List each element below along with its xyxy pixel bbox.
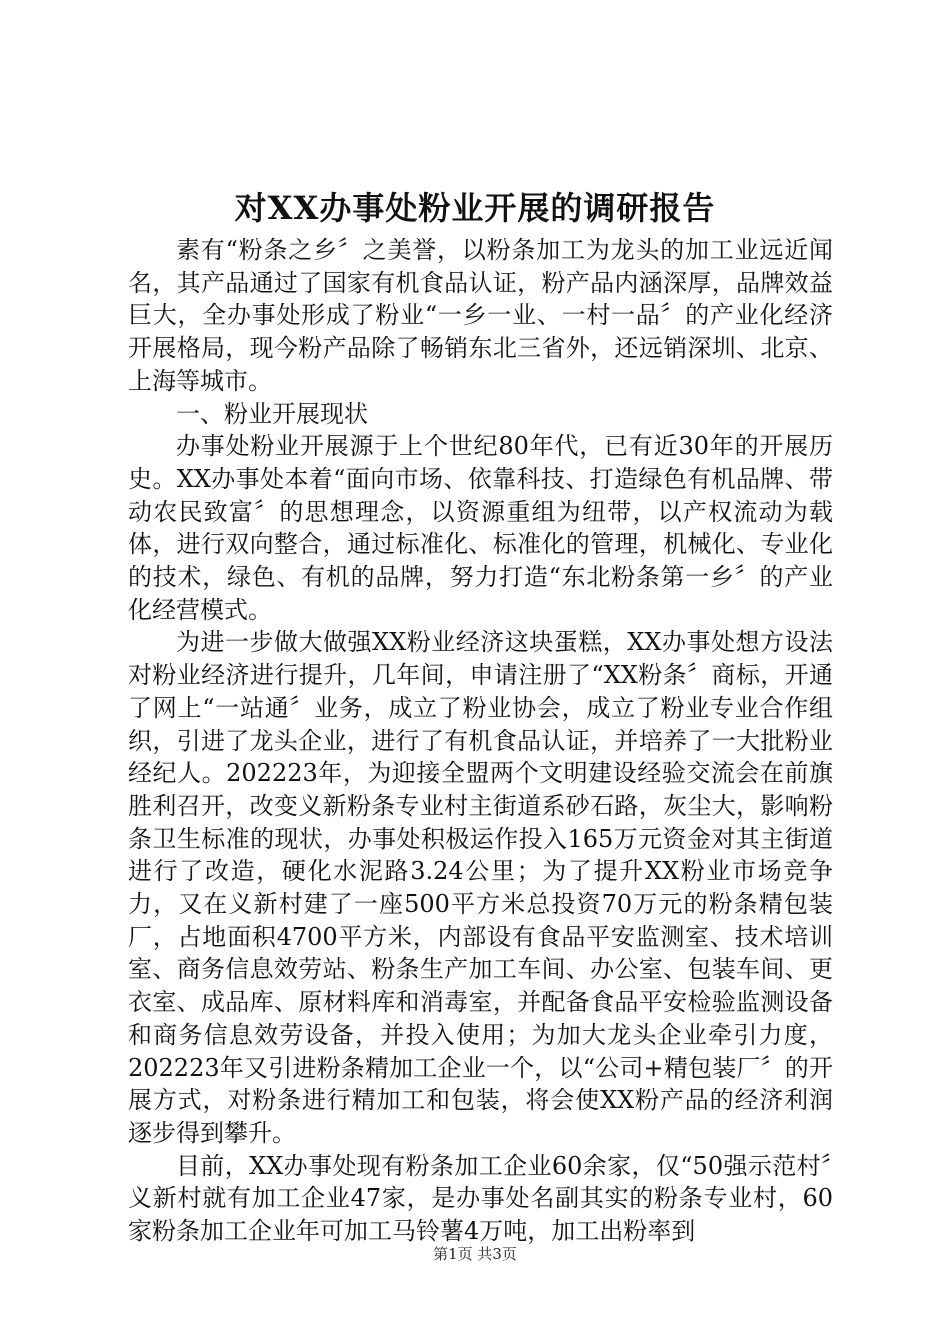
paragraph-history: 办事处粉业开展源于上个世纪80年代，已有近30年的开展历史。XX办事处本着“面向市场、依靠科技、打造绿色有机品牌、带动农民致富〞的思想理念，以资源重组为纽带，以产权流动为载体，进行双向整合，通过标准化、标准化的管理，机械化、专业化的技术，绿色、有机的品牌，努力打造“东北粉条第一乡〞的产业化经营模式。: [128, 432, 833, 624]
paragraph-intro: 素有“粉条之乡〞之美誉，以粉条加工为龙头的加工业远近闻名，其产品通过了国家有机食品认证，粉产品内涵深厚，品牌效益巨大，全办事处形成了粉业“一乡一业、一村一品〞的产业化经济开展格局，现今粉产品除了畅销东北三省外，还远销深圳、北京、上海等城市。: [128, 236, 833, 395]
page-footer: 第1页 共3页: [433, 1245, 517, 1263]
document-body: [128, 234, 833, 1248]
document-title: 对XX办事处粉业开展的调研报告: [234, 189, 716, 227]
paragraph-development: 为进一步做大做强XX粉业经济这块蛋糕，XX办事处想方设法对粉业经济进行提升，几年间，申请注册了“XX粉条〞商标，开通了网上“一站通〞业务，成立了粉业协会，成立了粉业专业合作组织，引进了龙头企业，进行了有机食品认证，并培养了一大批粉业经纪人。202223年，为迎接全盟两个文明建设经验交流会在前旗胜利召开，改变义新粉条专业村主街道系砂石路，灰尘大，影响粉条卫生标准的现状，办事处积极运作投入165万元资金对其主街道进行了改造，硬化水泥路3.24公里；为了提升XX粉业市场竞争力，又在义新村建了一座500平方米总投资70万元的粉条精包装厂，占地面积4700平方米，内部设有食品平安监测室、技术培训室、商务信息效劳站、粉条生产加工车间、办公室、包装车间、更衣室、成品库、原材料库和消毒室，并配备食品平安检验监测设备和商务信息效劳设备，并投入使用；为加大龙头企业牵引力度，202223年又引进粉条精加工企业一个，以“公司+精包装厂〞的开展方式，对粉条进行精加工和包装，将会使XX粉产品的经济利润逐步得到攀升。: [128, 628, 833, 1147]
section-heading: 一、粉业开展现状: [176, 399, 368, 428]
paragraph-current: 目前，XX办事处现有粉条加工企业60余家，仅“50强示范村〞义新村就有加工企业47家，是办事处名副其实的粉条专业村，60家粉条加工企业年可加工马铃薯4万吨，加工出粉率到: [128, 1151, 833, 1246]
